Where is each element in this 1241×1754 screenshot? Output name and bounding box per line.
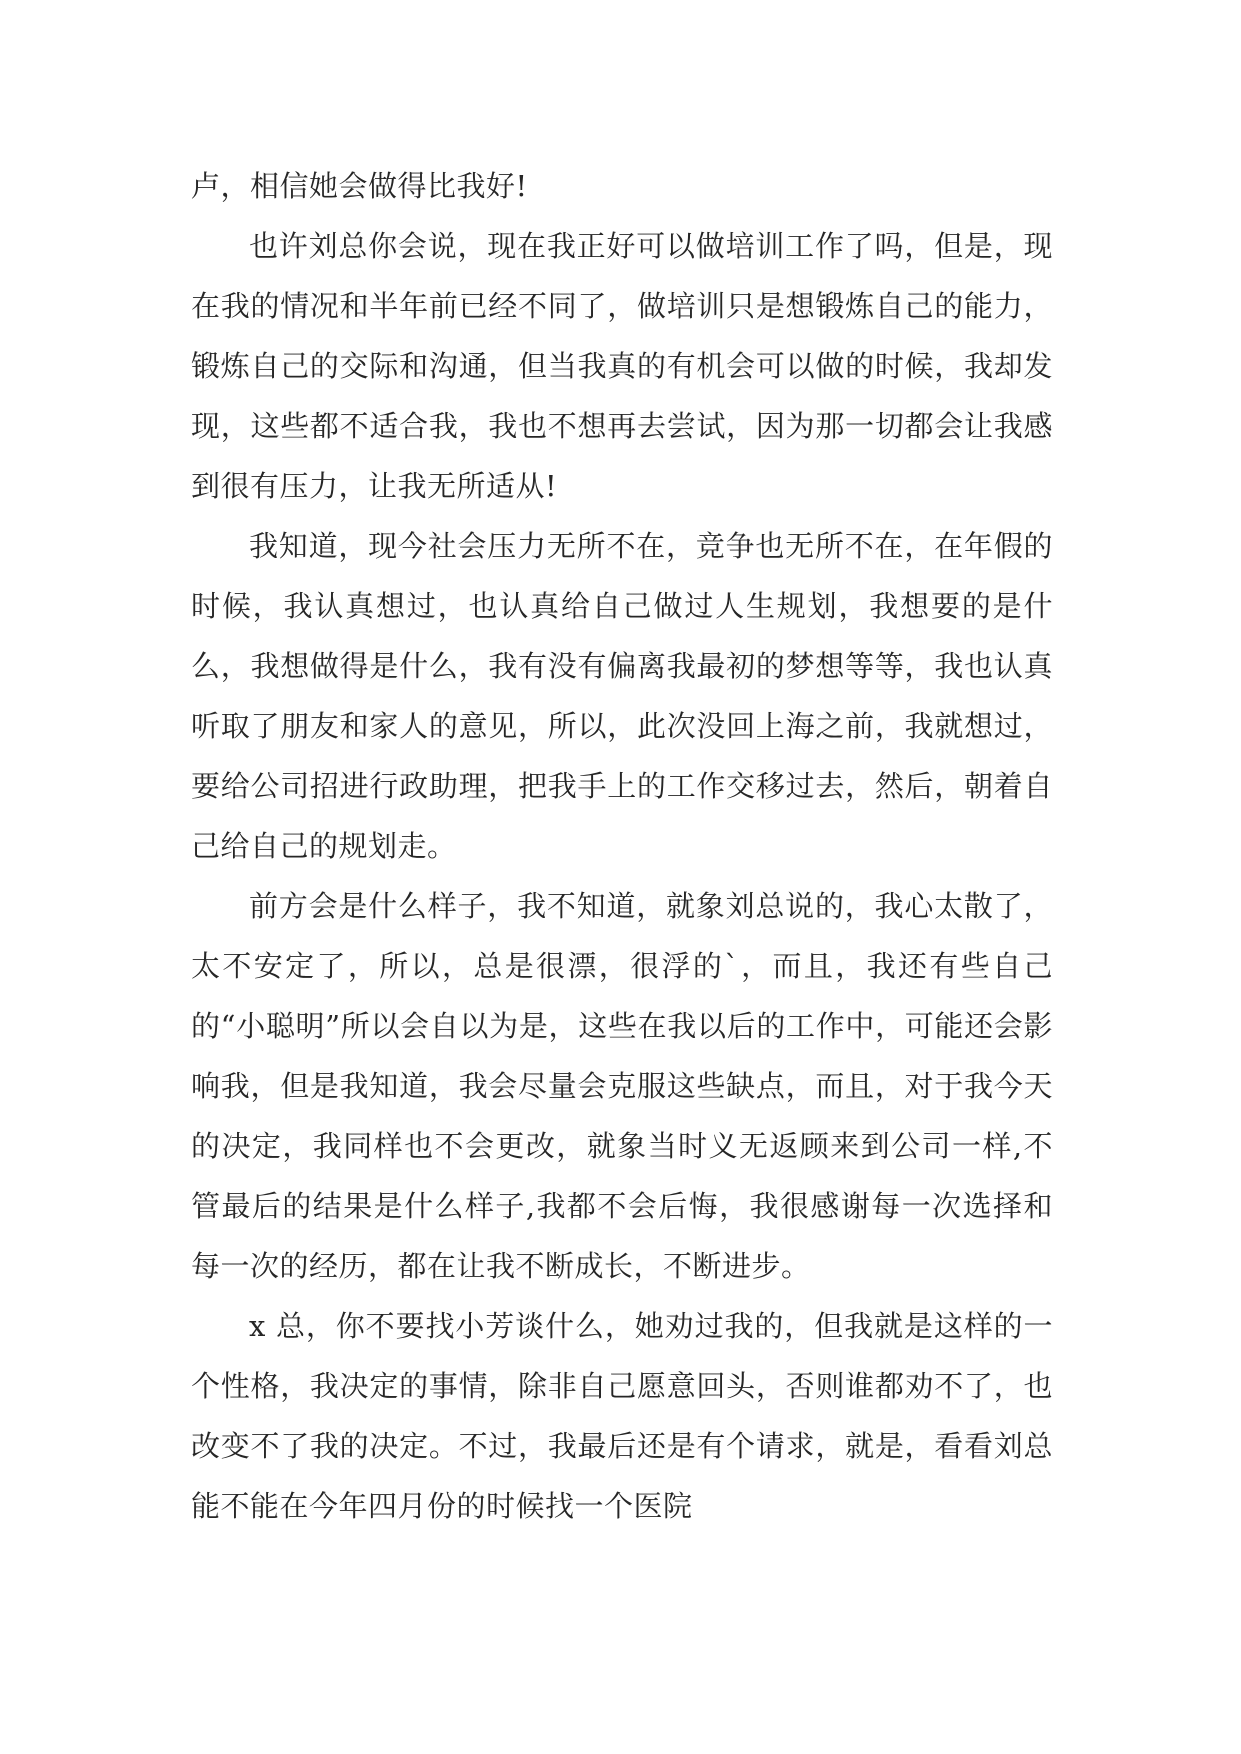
paragraph-line: 象当时义无返顾来到公司一样,不管最后的结果是什么样子, <box>191 1129 1053 1223</box>
paragraph-line: 也许刘总你会说，现在我正好可以做培训工作了吗，但 <box>249 229 964 263</box>
paragraph-line: 回上海之前，我就想过，要给公司招进行政助理，把我手上 <box>191 709 1053 803</box>
paragraph-line: 我都不会后悔，我很感谢每一次选择和每一次的经历，都在 <box>191 1189 1053 1283</box>
paragraph-line: 年假的时候，我认真想过，也认真给自己做过人生规划，我 <box>191 529 1053 623</box>
paragraph-line: 还有些自己的“小聪明”所以会自以为是，这些在我以后的 <box>191 949 1053 1043</box>
paragraph-line: 样的一个性格，我决定的事情，除非自己愿意回头，否则谁 <box>191 1309 1053 1403</box>
paragraph-line: 都劝不了，也改变不了我的决定。不过，我最后还是有个请 <box>191 1369 1053 1463</box>
paragraph-line: 自己的能力，锻炼自己的交际和沟通，但当我真的有机会可 <box>191 289 1053 383</box>
paragraph-line: 工作中，可能还会影响我，但是我知道，我会尽量会克服这 <box>191 1009 1053 1103</box>
paragraph-5 <box>191 1296 1053 1536</box>
paragraph-line: 的工作交移过去，然后，朝着自己给自己的规划走。 <box>191 769 1053 863</box>
paragraph-1 <box>191 156 1053 216</box>
paragraph-line: 些缺点，而且，对于我今天的决定，我同样也不会更改，就 <box>191 1069 1053 1163</box>
document-body <box>191 156 1053 1536</box>
paragraph-line: 试，因为那一切都会让我感到很有压力，让我无所适从! <box>191 409 1053 503</box>
paragraph-line: 是，现在我的情况和半年前已经不同了，做培训只是想锻炼 <box>191 229 1053 323</box>
paragraph-line: 以做的时候，我却发现，这些都不适合我，我也不想再去尝 <box>191 349 1053 443</box>
paragraph-4 <box>191 876 1053 1296</box>
paragraph-3 <box>191 516 1053 876</box>
paragraph-line: 我知道，现今社会压力无所不在，竞争也无所不在，在 <box>249 529 964 563</box>
paragraph-line: 想等等，我也认真听取了朋友和家人的意见，所以，此次没 <box>191 649 1053 743</box>
paragraph-line: 散了，太不安定了，所以，总是很漂，很浮的`，而且，我 <box>191 889 1053 983</box>
paragraph-2 <box>191 216 1053 516</box>
paragraph-line: x 总，你不要找小芳谈什么，她劝过我的，但我就是这 <box>249 1309 964 1343</box>
paragraph-line: 想要的是什么，我想做得是什么，我有没有偏离我最初的梦 <box>191 589 1053 683</box>
paragraph-line: 让我不断成长，不断进步。 <box>456 1249 811 1283</box>
paragraph-line: 求，就是，看看刘总能不能在今年四月份的时候找一个医院 <box>191 1429 1053 1523</box>
paragraph-line: 卢，相信她会做得比我好! <box>191 169 528 203</box>
paragraph-line: 前方会是什么样子，我不知道，就象刘总说的，我心太 <box>249 889 964 923</box>
